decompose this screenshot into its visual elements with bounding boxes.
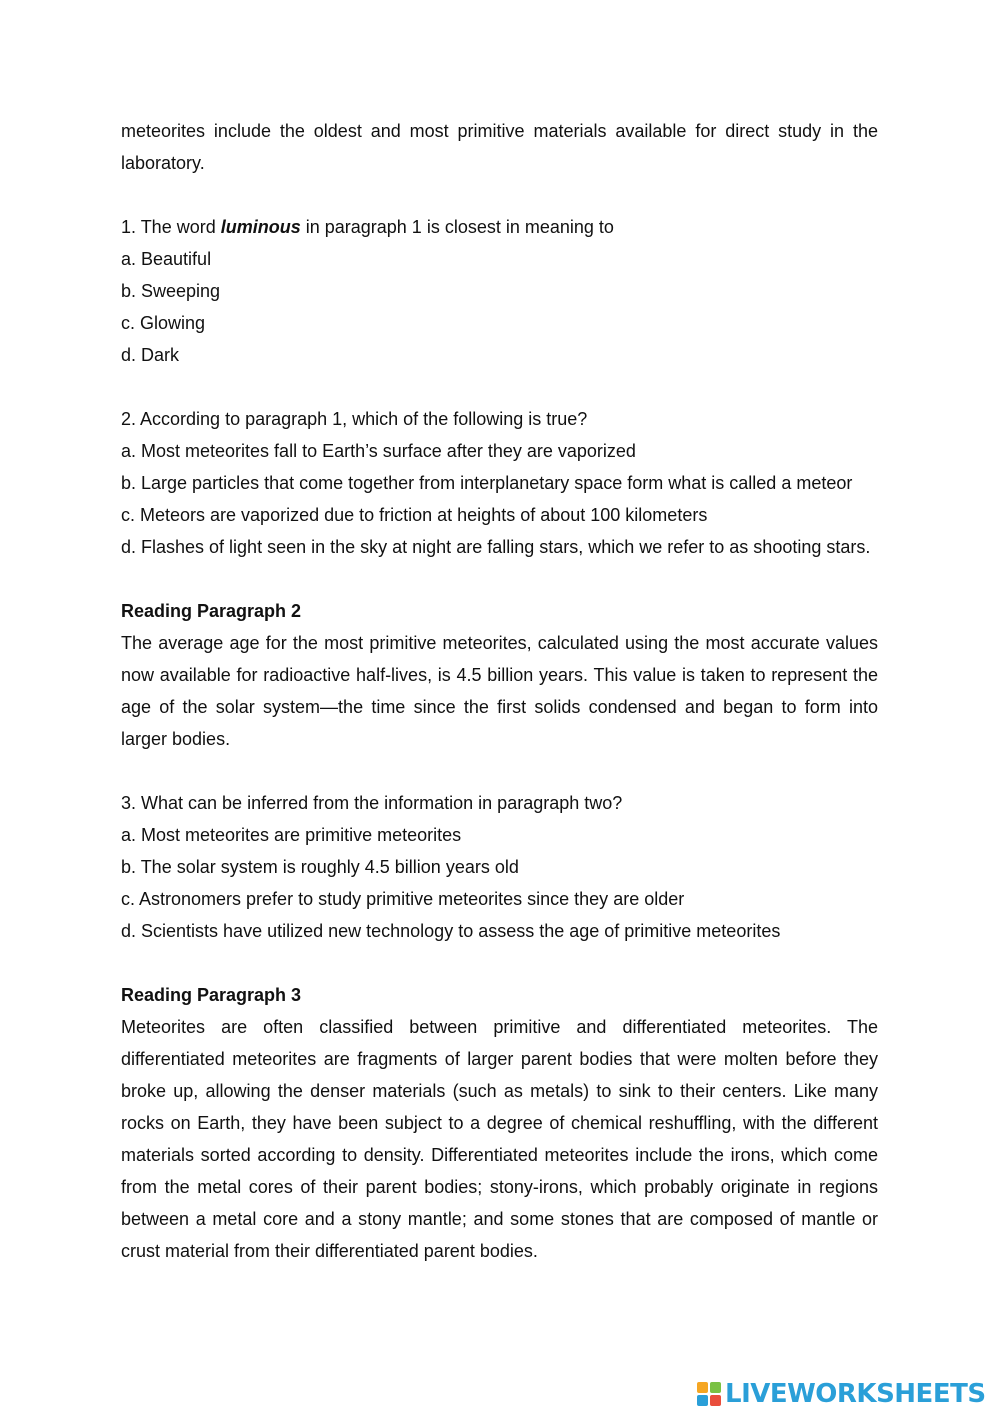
question-1-option-a[interactable]: a. Beautiful: [121, 249, 212, 269]
paragraph-3-text: Meteorites are often classified between primitive and differentiated meteorites. The differentiated meteorites are fragments of larger parent bodies that were molten before they broke up, allowing the denser materials (such as metals) to sink to their centers. Like many rocks on Earth, they have been subject to a degree of chemical reshuffling, with the different materials sorted according to density. Differentiated meteorites include the irons, which come from the metal cores of their parent bodies; stony-irons, which probably originate in regions between a metal core and a stony mantle; and some stones that are composed of mantle or crust material from their differentiated parent bodies.: [121, 1017, 878, 1261]
paragraph-2-heading: Reading Paragraph 2: [121, 601, 302, 621]
reading-paragraph-3: [121, 979, 878, 1267]
question-3: [121, 787, 878, 947]
question-1: [121, 211, 878, 371]
logo-text: LIVEWORKSHEETS: [725, 1379, 986, 1409]
logo-square-1: [697, 1382, 708, 1393]
logo-square-2: [710, 1382, 721, 1393]
paragraph-2-text: The average age for the most primitive meteorites, calculated using the most accurate values now available for radioactive half-lives, is 4.5 billion years. This value is taken to represent the age of the solar system—the time since the first solids condensed and began to form into larger bodies.: [121, 633, 878, 749]
question-2-option-c[interactable]: c. Meteors are vaporized due to friction at heights of about 100 kilometers: [121, 505, 708, 525]
question-1-option-d[interactable]: d. Dark: [121, 345, 180, 365]
liveworksheets-logo: [697, 1377, 986, 1411]
question-2: [121, 403, 878, 563]
question-1-option-c[interactable]: c. Glowing: [121, 313, 206, 333]
logo-square-4: [710, 1395, 721, 1406]
question-2-option-a[interactable]: a. Most meteorites fall to Earth’s surface after they are vaporized: [121, 441, 636, 461]
paragraph-3-heading: Reading Paragraph 3: [121, 985, 302, 1005]
logo-square-3: [697, 1395, 708, 1406]
logo-mark-icon: [697, 1382, 721, 1406]
question-1-suffix: in paragraph 1 is closest in meaning to: [300, 217, 614, 237]
question-3-option-d[interactable]: d. Scientists have utilized new technology to assess the age of primitive meteorites: [121, 921, 781, 941]
worksheet-page: [121, 115, 878, 1267]
question-3-text: 3. What can be inferred from the information in paragraph two?: [121, 793, 623, 813]
question-3-option-a[interactable]: a. Most meteorites are primitive meteorites: [121, 825, 462, 845]
reading-paragraph-2: [121, 595, 878, 755]
question-1-text: [121, 211, 878, 243]
intro-continuation: meteorites include the oldest and most primitive materials available for direct study in the laboratory.: [121, 121, 878, 173]
question-1-keyword: luminous: [220, 217, 301, 237]
question-2-option-b[interactable]: b. Large particles that come together from interplanetary space form what is called a meteor: [121, 473, 853, 493]
question-2-option-d[interactable]: d. Flashes of light seen in the sky at night are falling stars, which we refer to as shooting stars.: [121, 537, 871, 557]
question-1-option-b[interactable]: b. Sweeping: [121, 281, 221, 301]
question-3-option-b[interactable]: b. The solar system is roughly 4.5 billion years old: [121, 857, 519, 877]
question-1-prefix: 1. The word: [121, 217, 221, 237]
question-3-option-c[interactable]: c. Astronomers prefer to study primitive meteorites since they are older: [121, 889, 685, 909]
question-2-text: 2. According to paragraph 1, which of the following is true?: [121, 409, 588, 429]
